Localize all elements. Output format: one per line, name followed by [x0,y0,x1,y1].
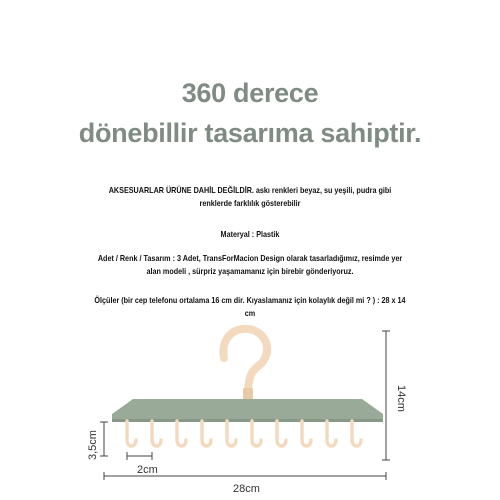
hanger-bar [112,399,383,421]
clip-hook-3 [177,421,186,446]
height-label: 14cm [395,385,407,412]
clip-hook-2 [152,421,161,446]
hanger-swivel-hook [223,329,267,395]
hanger-swivel-base [243,388,253,400]
hook-spacing-label: 2cm [137,464,158,476]
width-label: 28cm [233,483,260,495]
quantity-info: Adet / Renk / Tasarım : 3 Adet, TransForMacion Design olarak tasarladığımız, resimde yer alan modeli , sürpriz yaşamamanız için birebir gönderiyoruz. [97,254,403,276]
size-info: Ölçüler (bir cep telefonu ortalama 16 cm dir. Kıyaslamanız için kolaylık değil mi ? ) : 28 x 14 cm [94,296,406,318]
clip-hook-8 [302,421,311,446]
clip-hook-9 [327,421,336,446]
clip-hook-5 [227,421,236,446]
headline-line-2: dönebillir tasarıma sahiptir. [78,118,422,148]
clip-hook-7 [277,421,286,446]
hook-height-label: 3,5cm [87,430,99,460]
clip-hook-1 [127,421,136,446]
headline-line-1: 360 derece [181,78,319,108]
clip-hook-6 [252,421,261,446]
material-info: Materyal : Plastik [220,230,280,239]
clip-hook-4 [202,421,211,446]
clip-hooks [127,421,361,446]
clip-hook-10 [352,421,361,446]
accessories-note: AKSESUARLAR ÜRÜNE DAHİL DEĞİLDİR. askı renkleri beyaz, su yeşili, pudra gibi renklerde farklılık gösterebilir [108,186,392,208]
